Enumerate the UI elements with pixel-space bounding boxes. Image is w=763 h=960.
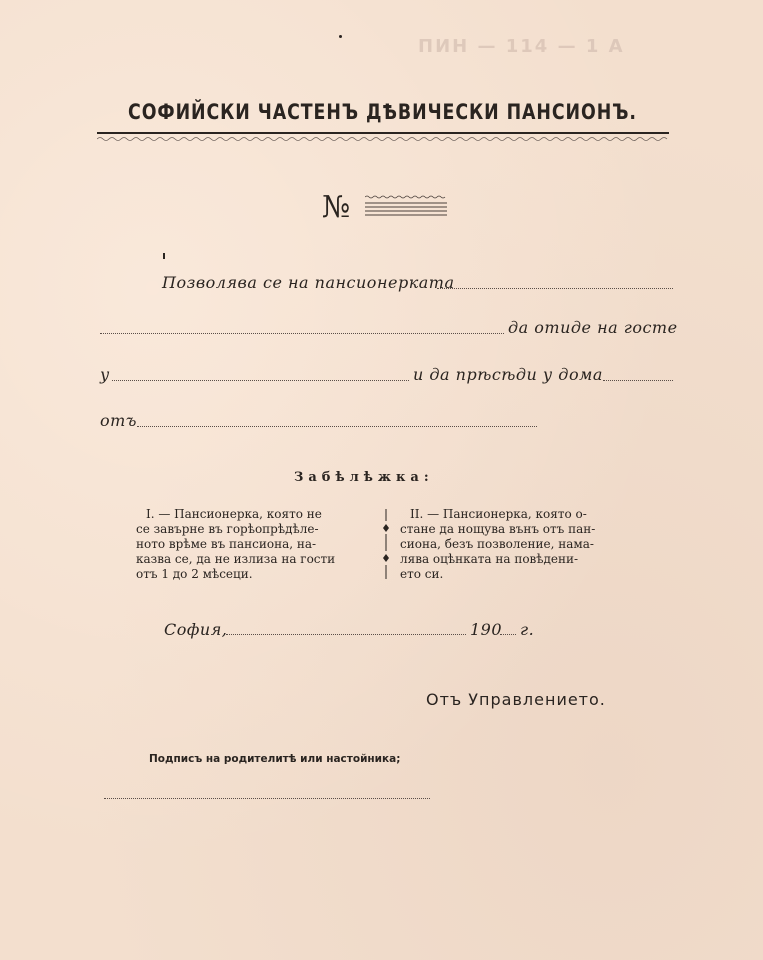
line1-label: Позволява се на пансионерката — [162, 273, 455, 292]
year-digits-field[interactable] — [500, 634, 516, 635]
note-2-line: II. — Пансионерка, която о- — [410, 507, 587, 521]
parent-signature-field[interactable] — [104, 798, 430, 799]
note-2-line: сиона, безъ позволение, нама- — [400, 537, 594, 551]
archive-stamp: ПИН — 114 — 1 А — [418, 36, 625, 57]
host-field[interactable] — [112, 380, 409, 381]
signature-parents-label: Подписъ на родителитѣ или настойника; — [149, 753, 401, 765]
note-1 — [136, 507, 372, 582]
note-1-line: ното врѣме въ пансиона, на- — [136, 537, 317, 551]
line2-label: да отиде на госте — [508, 318, 678, 337]
number-field-lines[interactable] — [365, 195, 447, 219]
note-1-line: отъ 1 до 2 мѣсеци. — [136, 567, 253, 581]
note-2 — [400, 507, 610, 582]
ink-dot — [339, 35, 342, 38]
pupil-name-field[interactable] — [437, 288, 673, 289]
stay-field[interactable] — [603, 380, 673, 381]
line3-label-mid: и да прѣсѣди у дома — [413, 365, 603, 384]
visit-place-field[interactable] — [100, 333, 504, 334]
note-2-line: ето си. — [400, 567, 444, 581]
date-year: 190 — [470, 620, 503, 639]
signature-management: Отъ Управлението. — [426, 690, 606, 709]
form-title: СОФИЙСКИ ЧАСТЕНЪ ДѢВИЧЕСКИ ПАНСИОНЪ. — [128, 100, 637, 124]
note-2-line: стане да нощува вънъ отъ пан- — [400, 522, 596, 536]
title-underline — [97, 132, 669, 134]
note-1-line: се завърне въ горѣопрѣдѣле- — [136, 522, 319, 536]
note-1-line: казва се, да не излиза на гости — [136, 552, 336, 566]
pencil-tick — [163, 253, 165, 259]
line3-label-start: у — [100, 365, 110, 384]
number-sign: № — [322, 190, 351, 225]
note-divider — [381, 509, 391, 579]
date-field[interactable] — [226, 634, 466, 635]
from-date-field[interactable] — [137, 426, 537, 427]
date-place: София, — [164, 620, 228, 639]
note-2-line: лява оцѣнката на повѣдени- — [400, 552, 579, 566]
note-heading: Забѣлѣжка: — [294, 470, 434, 485]
note-1-line: I. — Пансионерка, която не — [146, 507, 322, 521]
date-suffix: г. — [520, 620, 535, 639]
title-wavy-rule — [97, 136, 669, 142]
line4-label: отъ — [100, 411, 137, 430]
